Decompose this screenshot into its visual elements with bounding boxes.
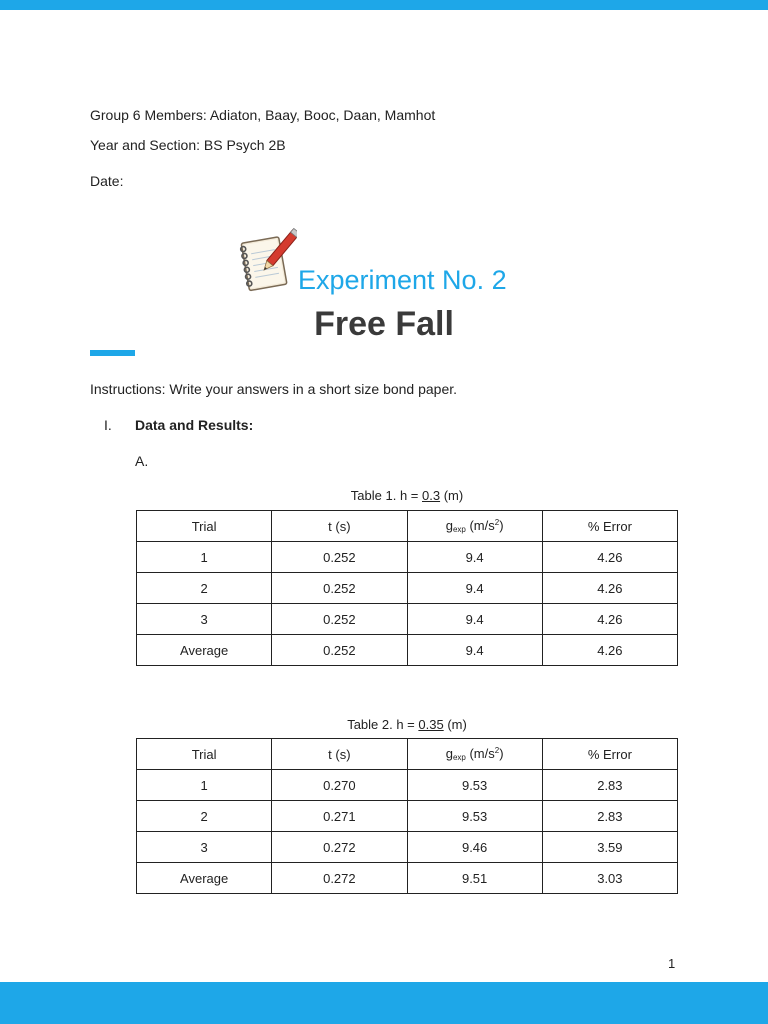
table-1-caption-suffix: (m) (440, 488, 464, 503)
table-1 (136, 510, 678, 666)
cell-error: 3.59 (542, 832, 677, 863)
table-2-caption-suffix: (m) (443, 717, 467, 732)
cell-trial: 3 (137, 604, 272, 635)
cell-time: 0.252 (272, 635, 407, 666)
g-unit-suffix: ) (499, 518, 504, 533)
experiment-number: Experiment No. 2 (298, 265, 507, 295)
table-row (137, 801, 678, 832)
table-row (137, 832, 678, 863)
cell-time: 0.270 (272, 770, 407, 801)
cell-error: 4.26 (542, 604, 677, 635)
year-section-line: Year and Section: BS Psych 2B (90, 137, 286, 153)
table-1-height-value: 0.3 (422, 488, 441, 503)
top-accent-bar (0, 0, 768, 10)
cell-g-exp: 9.4 (407, 542, 542, 573)
table-1-caption-prefix: Table 1. h = (350, 488, 422, 503)
cell-time: 0.252 (272, 542, 407, 573)
table-header-row (137, 511, 678, 542)
header-error: % Error (542, 511, 677, 542)
g-symbol: g (445, 518, 453, 533)
cell-g-exp: 9.51 (407, 863, 542, 894)
cell-g-exp: 9.53 (407, 801, 542, 832)
cell-g-exp: 9.53 (407, 770, 542, 801)
g-subscript: exp (452, 753, 466, 762)
cell-g-exp: 9.4 (407, 635, 542, 666)
notebook-with-pencil-icon (239, 227, 297, 293)
group-members-line: Group 6 Members: Adiaton, Baay, Booc, Daan, Mamhot (90, 107, 436, 123)
cell-trial: 1 (137, 770, 272, 801)
table-2-height-value: 0.35 (418, 717, 444, 732)
header-trial: Trial (137, 739, 272, 770)
g-subscript: exp (452, 525, 466, 534)
header-time: t (s) (272, 739, 407, 770)
page-number: 1 (668, 956, 676, 971)
section-number: I. (104, 417, 112, 433)
header-trial: Trial (137, 511, 272, 542)
table-2-caption-prefix: Table 2. h = (347, 717, 419, 732)
table-row (137, 604, 678, 635)
cell-trial: 1 (137, 542, 272, 573)
g-unit-suffix: ) (499, 746, 504, 761)
bottom-accent-bar (0, 982, 768, 1024)
header-time: t (s) (272, 511, 407, 542)
g-unit-exponent: 2 (494, 746, 500, 755)
g-unit-exponent: 2 (494, 518, 500, 527)
g-symbol: g (445, 746, 453, 761)
table-1-caption (136, 488, 678, 503)
cell-error: 4.26 (542, 573, 677, 604)
instructions-text: Instructions: Write your answers in a short size bond paper. (90, 381, 458, 397)
cell-time: 0.252 (272, 604, 407, 635)
cell-error: 4.26 (542, 635, 677, 666)
page-title: Free Fall (314, 305, 454, 343)
table-row (137, 573, 678, 604)
cell-g-exp: 9.4 (407, 604, 542, 635)
table-row (137, 770, 678, 801)
cell-g-exp: 9.4 (407, 573, 542, 604)
table-2-caption (136, 717, 678, 732)
header-g-exp (407, 739, 542, 770)
section-title: Data and Results: (135, 417, 254, 433)
table-row-average (137, 863, 678, 894)
cell-trial: 2 (137, 573, 272, 604)
accent-divider (90, 350, 135, 356)
table-2 (136, 738, 678, 894)
cell-trial: Average (137, 635, 272, 666)
table-row-average (137, 635, 678, 666)
cell-error: 3.03 (542, 863, 677, 894)
g-unit-prefix: (m/s (465, 746, 495, 761)
cell-time: 0.271 (272, 801, 407, 832)
date-line: Date: (90, 173, 124, 189)
cell-trial: Average (137, 863, 272, 894)
cell-g-exp: 9.46 (407, 832, 542, 863)
cell-error: 4.26 (542, 542, 677, 573)
cell-time: 0.272 (272, 832, 407, 863)
cell-error: 2.83 (542, 801, 677, 832)
header-error: % Error (542, 739, 677, 770)
cell-time: 0.272 (272, 863, 407, 894)
header-g-exp (407, 511, 542, 542)
cell-time: 0.252 (272, 573, 407, 604)
cell-trial: 2 (137, 801, 272, 832)
g-unit-prefix: (m/s (465, 518, 495, 533)
subsection-label: A. (135, 453, 149, 469)
table-row (137, 542, 678, 573)
cell-trial: 3 (137, 832, 272, 863)
table-header-row (137, 739, 678, 770)
cell-error: 2.83 (542, 770, 677, 801)
